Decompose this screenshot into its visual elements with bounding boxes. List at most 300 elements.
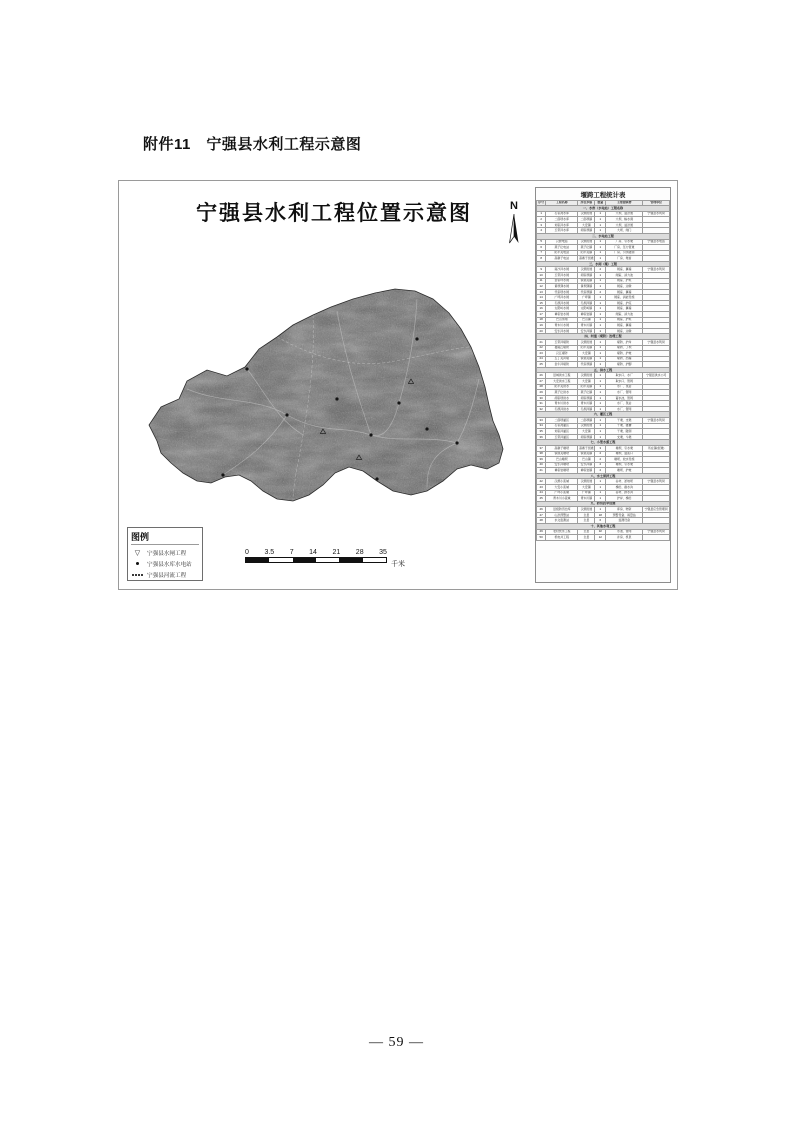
table-cell: 监测设备 <box>606 518 643 524</box>
table-cell: 大安镇 <box>578 379 595 385</box>
table-cell: 刘家河灌区 <box>546 429 578 435</box>
table-cell: 阳平关供水 <box>546 384 578 390</box>
table-cell: 堤防、护脚 <box>606 362 643 368</box>
table-cell: 47 <box>537 512 546 518</box>
table-cell: 堤防、护岸 <box>606 339 643 345</box>
table-cell: 1 <box>595 317 606 323</box>
table-cell: 水文监测站 <box>546 518 578 524</box>
table-cell: 高寨子塘坝 <box>546 445 578 451</box>
table-body <box>537 206 670 541</box>
table-cell: 27 <box>537 379 546 385</box>
table-group-label: 八、水土保持工程 <box>537 473 670 479</box>
table-cell: 宁强县水利局 <box>643 211 670 217</box>
table-cell: 大安镇 <box>578 351 595 357</box>
table-cell: 1 <box>595 328 606 334</box>
table-cell: 9 <box>537 267 546 273</box>
table-cell: 青木川小流域 <box>546 496 578 502</box>
table-cell: 支渠、斗渠 <box>606 434 643 440</box>
table-cell: 18 <box>537 317 546 323</box>
table-cell: 2 <box>595 468 606 474</box>
scale-tick: 35 <box>379 549 387 556</box>
table-cell: 厂房、压力管道 <box>606 245 643 251</box>
table-cell: 谷坊、淤地坝 <box>606 479 643 485</box>
table-cell: 6 <box>595 518 606 524</box>
table-group-label: 七、小型水源工程 <box>537 440 670 446</box>
table-cell: 全县 <box>578 535 595 541</box>
table-cell: 闸室、边墩 <box>606 328 643 334</box>
table-cell: 35 <box>537 429 546 435</box>
table-cell: 2 <box>595 457 606 463</box>
table-cell: 25 <box>537 362 546 368</box>
table-cell: 青木川镇 <box>578 323 595 329</box>
table-cell: 1 <box>595 312 606 318</box>
col-header: 主要建筑物 <box>606 200 643 206</box>
table-cell: 青木川镇 <box>578 401 595 407</box>
table-cell: 1 <box>595 507 606 513</box>
table-cell: 1 <box>595 490 606 496</box>
table-cell: 汉江堤防 <box>546 351 578 357</box>
table-cell: 1 <box>595 356 606 362</box>
table-cell: 燕子砭镇 <box>578 245 595 251</box>
col-header: 管理单位 <box>643 200 670 206</box>
table-cell: 铁锁关镇 <box>578 278 595 284</box>
page-title: 附件11 宁强县水利工程示意图 <box>143 136 362 153</box>
table-cell: 13 <box>537 289 546 295</box>
table-cell: 南沙河水闸 <box>546 267 578 273</box>
table-cell: 汉源街道 <box>578 211 595 217</box>
table-cell: 6 <box>537 245 546 251</box>
table-cell: 大坝、输水洞 <box>606 217 643 223</box>
table-cell: 38 <box>537 451 546 457</box>
table-cell: 厂房、引水隧洞 <box>606 250 643 256</box>
table-cell: 闸室、边墩 <box>606 284 643 290</box>
table-cell: 青木川供水 <box>546 401 578 407</box>
table-row <box>537 535 670 541</box>
table-cell: 石家湾灌区 <box>546 423 578 429</box>
table-cell: 塘坝、溢流口 <box>606 451 643 457</box>
table-cell: 1 <box>595 278 606 284</box>
table-cell: 12 <box>537 284 546 290</box>
table-cell: 43 <box>537 484 546 490</box>
table-cell: 1 <box>595 245 606 251</box>
table-cell: 厂房、引水渠 <box>606 239 643 245</box>
table-cell: 毛坝河水闸 <box>546 300 578 306</box>
table-cell: 1 <box>595 423 606 429</box>
table-cell: 安乐河水闸 <box>546 328 578 334</box>
table-cell: 全县 <box>578 518 595 524</box>
table-cell: 8 <box>537 256 546 262</box>
project-statistics-table <box>536 200 670 541</box>
table-cell: 12 <box>595 535 606 541</box>
table-cell: 玉带河水闸 <box>546 273 578 279</box>
table-cell: 金牛河堤防 <box>546 362 578 368</box>
table-cell: 1 <box>595 484 606 490</box>
table-cell: 禅家岩塘坝 <box>546 468 578 474</box>
table-cell: 闸室、翼墙 <box>606 267 643 273</box>
scale-tick: 14 <box>309 549 317 556</box>
table-cell: 取水口、管网 <box>606 379 643 385</box>
table-cell: 干渠、支渠 <box>606 418 643 424</box>
table-cell: 30 <box>537 395 546 401</box>
table-cell: 安乐河塘坝 <box>546 462 578 468</box>
table-cell: 1 <box>537 211 546 217</box>
table-cell: 塘坝、护坡 <box>606 468 643 474</box>
legend-item <box>131 547 199 558</box>
table-cell: 闸室、消能设施 <box>606 295 643 301</box>
table-cell: 全县 <box>578 529 595 535</box>
table-cell: 1 <box>595 273 606 279</box>
table-cell: 巴山水闸 <box>546 317 578 323</box>
table-cell: 代家坝水闸 <box>546 289 578 295</box>
table-cell: 黄坝驿镇 <box>578 284 595 290</box>
table-cell: 闸室、护底 <box>606 300 643 306</box>
table-cell: 宁强县水利局 <box>643 339 670 345</box>
table-cell: 水池、管网 <box>606 529 643 535</box>
table-cell: 1 <box>595 228 606 234</box>
table-cell: 29 <box>537 390 546 396</box>
table-cell: 32 <box>537 406 546 412</box>
table-cell: 7 <box>537 250 546 256</box>
table-cell: 闸室、护坦 <box>606 278 643 284</box>
table-cell: 阳平关镇 <box>578 250 595 256</box>
table-cell: 3 <box>595 445 606 451</box>
table-cell: 1 <box>595 250 606 256</box>
scale-bar-graphic <box>245 557 387 563</box>
table-cell: 梯田、截水沟 <box>606 484 643 490</box>
table-group-label: 六、灌区工程 <box>537 412 670 418</box>
table-cell: 闸室、翼墙 <box>606 306 643 312</box>
table-cell: 5 <box>537 239 546 245</box>
table-cell: 大安镇 <box>578 222 595 228</box>
table-cell: 1 <box>595 434 606 440</box>
table-cell: 厂房、渠首 <box>606 256 643 262</box>
table-cell: 胡家坝镇 <box>578 434 595 440</box>
table-cell: 二郎坝灌区 <box>546 418 578 424</box>
table-cell: 玉带河灌区 <box>546 434 578 440</box>
col-header: 工程名称 <box>546 200 578 206</box>
table-cell: 41 <box>537 468 546 474</box>
table-cell: 毛坝河供水 <box>546 406 578 412</box>
table-cell: 20 <box>537 328 546 334</box>
table-cell: 预警设备、雨量站 <box>606 512 643 518</box>
table-cell: 高寨子街道 <box>579 256 594 261</box>
table-cell: 1 <box>595 406 606 412</box>
table-cell: 铁锁关镇 <box>578 451 595 457</box>
map-figure <box>118 180 678 590</box>
project-statistics-panel <box>535 187 671 583</box>
table-cell: 毛坝河镇 <box>578 300 595 306</box>
north-label: N <box>510 200 518 212</box>
table-cell: 宁强县水利局 <box>643 529 670 535</box>
page-number: — 59 — <box>369 1035 424 1050</box>
table-cell: 49 <box>537 529 546 535</box>
table-cell: 广坪小流域 <box>546 490 578 496</box>
table-cell: 胡家坝供水 <box>546 395 578 401</box>
table-cell: 宁强县水利局 <box>643 418 670 424</box>
table-cell: 1 <box>595 295 606 301</box>
table-cell: 14 <box>537 295 546 301</box>
table-cell: 禅家岩水闸 <box>546 312 578 318</box>
table-cell: 塘坝、引水渠 <box>606 445 643 451</box>
table-cell: 燕子砭镇 <box>578 390 595 396</box>
table-cell: 10 <box>537 273 546 279</box>
table-cell: 16 <box>537 306 546 312</box>
col-header: 数量 <box>595 200 606 206</box>
table-cell: 大坝、闸门 <box>606 228 643 234</box>
table-cell: 胡家坝镇 <box>578 273 595 279</box>
table-cell: 安乐河镇 <box>578 328 595 334</box>
table-cell: 40 <box>537 462 546 468</box>
table-cell: 广坪镇 <box>578 295 595 301</box>
table-cell: 玉带河堤防 <box>546 339 578 345</box>
table-cell: 闸室、翼墙 <box>606 323 643 329</box>
table-cell: 闸室、护坦 <box>606 317 643 323</box>
scale-tick: 3.5 <box>264 549 275 556</box>
table-cell: 33 <box>537 418 546 424</box>
table-cell: 34 <box>537 423 546 429</box>
table-cell: 28 <box>537 384 546 390</box>
scale-unit-label: 千米 <box>391 561 405 568</box>
map-legend <box>127 527 203 581</box>
table-cell: 二郎坝镇 <box>578 217 595 223</box>
table-cell: 汉源街道 <box>578 479 595 485</box>
table-cell: 干渠、隧洞 <box>606 429 643 435</box>
table-cell: 护岸、梯田 <box>606 496 643 502</box>
table-cell: 大安小流域 <box>546 484 578 490</box>
table-cell: 2 <box>595 462 606 468</box>
table-cell: 50 <box>537 535 546 541</box>
table-group-label: 一、水库（水电站）工程名称 <box>537 206 670 212</box>
table-cell: 广坪河水闸 <box>546 295 578 301</box>
triangle-marker-icon: ▽ <box>134 548 141 557</box>
table-group-label: 四、河道（堤防）治理工程 <box>537 334 670 340</box>
table-group-label: 二、水电站工程 <box>537 233 670 239</box>
table-cell: 42 <box>537 479 546 485</box>
table-cell: 太阳岭镇 <box>578 306 595 312</box>
table-cell: 阳平关镇 <box>578 384 595 390</box>
table-cell: 36 <box>537 434 546 440</box>
table-cell: 2 <box>595 451 606 457</box>
table-cell: 高寨子街道 <box>579 445 594 450</box>
table-cell: 45 <box>537 496 546 502</box>
table-cell: 1 <box>595 418 606 424</box>
scale-tick: 7 <box>289 549 294 556</box>
table-cell: 铁锁关塘坝 <box>546 451 578 457</box>
table-cell: 井房、机泵 <box>606 535 643 541</box>
table-cell: 汉源街道 <box>578 373 595 379</box>
table-cell: 汉源小流域 <box>546 479 578 485</box>
table-cell: 1 <box>595 222 606 228</box>
table-cell: 巴山塘坝 <box>546 457 578 463</box>
table-cell: 金家坪水闸 <box>546 278 578 284</box>
col-header: 所在乡镇 <box>578 200 595 206</box>
table-cell: 燕子砭电站 <box>546 245 578 251</box>
table-cell: 44 <box>537 490 546 496</box>
table-cell: 24 <box>537 356 546 362</box>
table-cell: 二郎坝水库 <box>546 217 578 223</box>
table-cell: 1 <box>595 395 606 401</box>
table-cell: 黄坝驿水闸 <box>546 284 578 290</box>
table-group-label: 十、其他水利工程 <box>537 524 670 530</box>
scale-bar <box>245 549 405 575</box>
table-cell: 汉源街道 <box>578 507 595 513</box>
table-cell: 广坪镇 <box>578 490 595 496</box>
scale-tick: 21 <box>332 549 341 556</box>
table-cell: 水厂、泵站 <box>606 401 643 407</box>
table-cell: 1 <box>595 217 606 223</box>
county-raster-map <box>127 229 527 559</box>
table-cell: 玉带河水库 <box>546 228 578 234</box>
table-cell: 大坝、溢洪道 <box>606 211 643 217</box>
table-cell: 37 <box>537 445 546 451</box>
table-cell: 所在镇(街道) <box>643 445 670 451</box>
table-cell: 3 <box>537 222 546 228</box>
table-cell: 代家坝镇 <box>578 289 595 295</box>
table-cell: 大安镇 <box>578 484 595 490</box>
table-cell: 17 <box>537 312 546 318</box>
table-cell: 高寨子电站 <box>546 256 578 262</box>
table-cell: 26 <box>537 373 546 379</box>
table-cell: 青木川水闸 <box>546 323 578 329</box>
col-header: 序号 <box>538 200 545 205</box>
table-cell: 谷坊、排水沟 <box>606 490 643 496</box>
table-cell: 胡家坝镇 <box>578 228 595 234</box>
table-cell: 2 <box>595 289 606 295</box>
table-cell: 塘坝、引水渠 <box>606 462 643 468</box>
legend-item <box>131 558 199 569</box>
dot-marker-icon <box>131 559 144 569</box>
table-cell: 汉源街道 <box>578 339 595 345</box>
table-group-label: 九、防汛抗旱设施 <box>537 501 670 507</box>
table-cell: 巴山镇 <box>578 317 595 323</box>
table-cell: 禅家岩镇 <box>578 312 595 318</box>
table-cell: 18 <box>595 512 606 518</box>
table-cell: 塘坝、放水设施 <box>606 457 643 463</box>
table-cell: 燕子砭供水 <box>546 390 578 396</box>
table-cell: 宁强县水电站 <box>643 239 670 245</box>
table-group-label: 三、水闸（堰）工程 <box>537 261 670 267</box>
table-cell: 取水口、水厂 <box>606 373 643 379</box>
map-title: 宁强县水利工程位置示意图 <box>196 201 472 225</box>
table-cell: 11 <box>537 278 546 284</box>
table-cell: 汉源街道 <box>578 423 595 429</box>
dashed-line-icon <box>131 570 144 580</box>
table-cell: 机电井工程 <box>546 535 578 541</box>
table-cell: 1 <box>595 479 606 485</box>
table-cell: 1 <box>595 339 606 345</box>
table-cell: 4 <box>537 228 546 234</box>
table-cell: 阳平关镇 <box>578 345 595 351</box>
table-cell: 1 <box>595 306 606 312</box>
table-cell: 代家坝镇 <box>578 362 595 368</box>
table-cell <box>643 535 670 541</box>
table-cell: 大坝、溢洪道 <box>606 222 643 228</box>
table-group-label: 五、供水工程 <box>537 367 670 373</box>
table-cell: 蓄水池、管网 <box>606 395 643 401</box>
table-cell: 1 <box>595 323 606 329</box>
legend-item-label: 宁强县水闸工程 <box>147 550 187 557</box>
scale-tick: 0 <box>245 549 249 556</box>
table-cell: 水厂、管网 <box>606 406 643 412</box>
legend-title: 图例 <box>131 530 199 545</box>
table-cell: 刘家河水库 <box>546 222 578 228</box>
table-cell: 农村饮水工程 <box>546 529 578 535</box>
table-cell: 水厂、泵站 <box>606 384 643 390</box>
legend-item-label: 宁强县水库水电站 <box>147 561 192 568</box>
table-cell: 二郎坝镇 <box>578 418 595 424</box>
table-cell: 五丁关河堤 <box>546 356 578 362</box>
table-cell: 1 <box>595 401 606 407</box>
table-cell: 大安镇 <box>578 429 595 435</box>
table-cell: 1 <box>595 390 606 396</box>
table-cell: 石家湾水库 <box>546 211 578 217</box>
table-cell: 1 <box>595 496 606 502</box>
table-cell: 1 <box>595 345 606 351</box>
table-cell: 1 <box>595 284 606 290</box>
table-cell: 闸室、消力池 <box>606 312 643 318</box>
table-cell: 1 <box>595 429 606 435</box>
table-cell: 15 <box>537 300 546 306</box>
table-cell: 全县 <box>578 512 595 518</box>
table-cell: 1 <box>595 300 606 306</box>
table-cell: 堤防、护坡 <box>606 351 643 357</box>
table-cell: 阳平关电站 <box>546 250 578 256</box>
table-cell: 宁强县水利局 <box>643 479 670 485</box>
table-cell: 巴山镇 <box>578 457 595 463</box>
table-cell: 闸室、消力池 <box>606 273 643 279</box>
table-cell: 汉源街道 <box>578 267 595 273</box>
table-cell: 汉源电站 <box>546 239 578 245</box>
table-cell: 库房、物资 <box>606 507 643 513</box>
table-cell: 铁锁关镇 <box>578 356 595 362</box>
table-cell: 1 <box>595 256 606 262</box>
table-cell: 毛坝河镇 <box>578 406 595 412</box>
table-cell: 1 <box>595 211 606 217</box>
table-cell: 堤防、挡墙 <box>606 356 643 362</box>
table-caption: 堰跨工程统计表 <box>580 191 626 199</box>
table-cell: 1 <box>595 351 606 357</box>
table-cell: 1 <box>595 379 606 385</box>
table-cell: 1 <box>595 239 606 245</box>
table-cell: 胡家坝镇 <box>578 395 595 401</box>
table-cell: 汉源街道 <box>578 239 595 245</box>
table-cell: 堤防、丁坝 <box>606 345 643 351</box>
table-cell: 39 <box>537 457 546 463</box>
table-cell: 宁强县应急管理局 <box>644 507 668 512</box>
table-cell: 1 <box>595 384 606 390</box>
legend-item-label: 宁强县河流工程 <box>147 572 187 579</box>
table-cell: 1 <box>595 373 606 379</box>
table-cell: 干渠、渡槽 <box>606 423 643 429</box>
table-cell: 22 <box>537 345 546 351</box>
table-cell: 46 <box>537 507 546 513</box>
table-cell: 禅家岩镇 <box>578 468 595 474</box>
table-cell: 32 <box>595 529 606 535</box>
table-cell: 县城供水工程 <box>546 373 578 379</box>
table-cell: 太阳岭水闸 <box>546 306 578 312</box>
table-cell: 青木川镇 <box>578 496 595 502</box>
table-cell: 31 <box>537 401 546 407</box>
table-cell: 县级防汛仓库 <box>546 507 578 513</box>
table-cell: 宁强县水利局 <box>643 267 670 273</box>
table-cell: 闸室、翼墙 <box>606 289 643 295</box>
table-cell: 48 <box>537 518 546 524</box>
table-cell: 1 <box>595 362 606 368</box>
table-cell: 21 <box>537 339 546 345</box>
table-cell: 山洪预警站 <box>546 512 578 518</box>
table-cell: 水厂、管网 <box>606 390 643 396</box>
table-cell: 大安供水工程 <box>546 379 578 385</box>
